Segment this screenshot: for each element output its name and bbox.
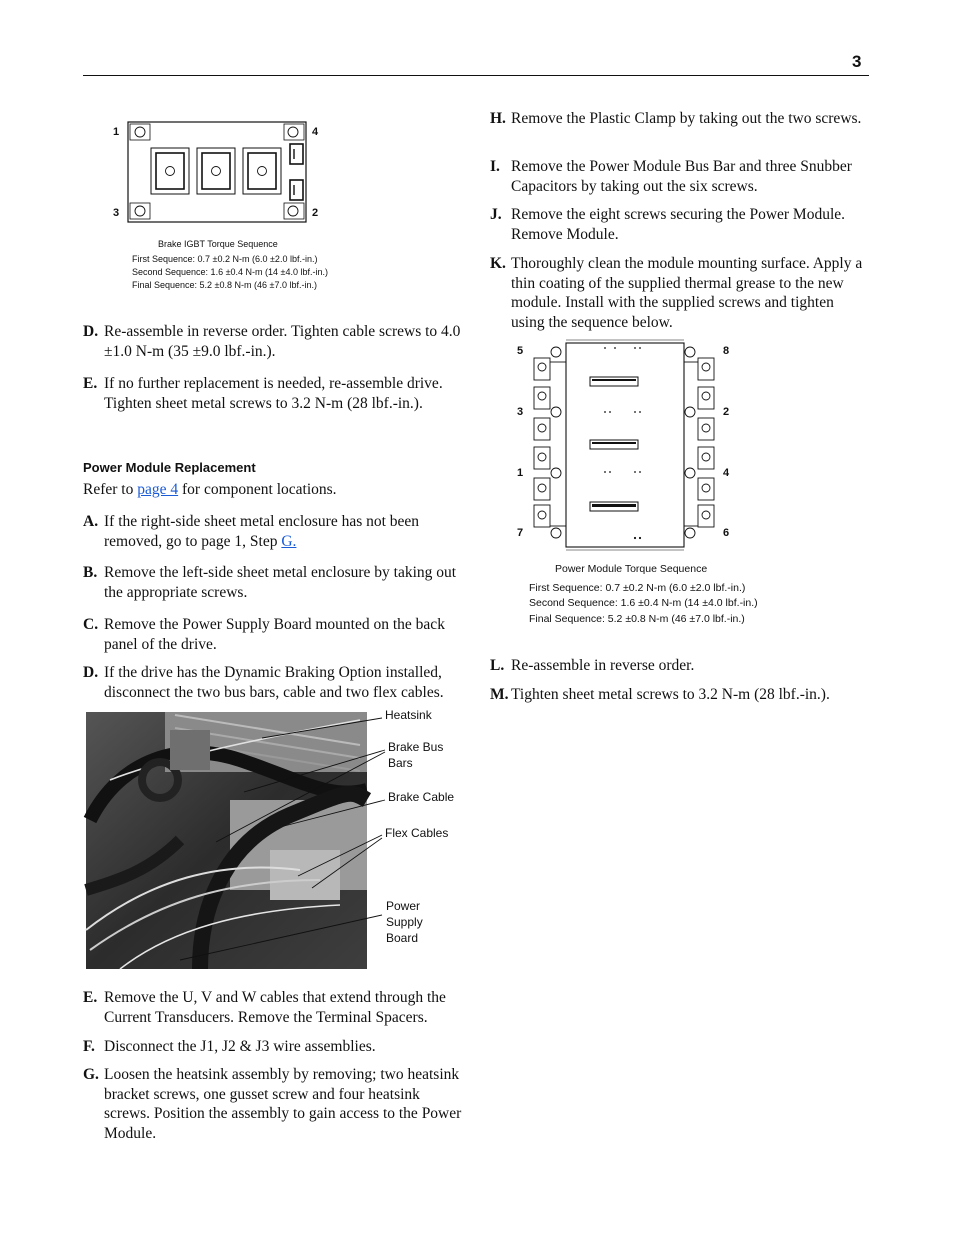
igbt-caption-line-3: Final Sequence: 5.2 ±0.8 N-m (46 ±7.0 lbf.-in.)	[132, 280, 317, 290]
step-letter: F.	[83, 1038, 95, 1055]
page-4-link[interactable]: page 4	[137, 481, 179, 498]
igbt-caption-title: Brake IGBT Torque Sequence	[158, 239, 278, 249]
step-text: If no further replacement is needed, re-assemble drive. Tighten sheet metal screws to 3.2 N-m (28 lbf.-in.).	[104, 375, 443, 412]
igbt-caption-line-2: Second Sequence: 1.6 ±0.4 N-m (14 ±4.0 lbf.-in.)	[132, 267, 328, 277]
step-letter: H.	[490, 110, 506, 127]
step-letter: D.	[83, 323, 99, 340]
step-letter: A.	[83, 513, 99, 530]
module-number-6: 6	[723, 527, 730, 539]
module-caption-title: Power Module Torque Sequence	[555, 563, 708, 575]
module-number-1: 1	[517, 467, 524, 479]
step-text: Remove the Plastic Clamp by taking out the two screws.	[511, 110, 862, 127]
section-heading: Power Module Replacement	[83, 460, 256, 475]
module-caption-line-1: First Sequence: 0.7 ±0.2 N-m (6.0 ±2.0 lbf.-in.)	[529, 582, 746, 594]
module-number-7: 7	[517, 527, 524, 539]
step-letter: C.	[83, 616, 99, 633]
callout-brake-bus-bars: Brake Bus Bars	[388, 740, 444, 770]
step-a-text: If the right-side sheet metal enclosure has not been removed, go to page 1, Step	[104, 513, 420, 550]
step-letter: K.	[490, 255, 506, 272]
step-text: Tighten sheet metal screws to 3.2 N-m (28 lbf.-in.).	[511, 686, 830, 703]
step-letter: D.	[83, 664, 99, 681]
step-letter: E.	[83, 989, 98, 1006]
step-text: Thoroughly clean the module mounting surface. Apply a thin coating of the supplied thermal grease to the new module. Install with the supplied screws and tighten using the sequence below.	[511, 255, 863, 331]
step-letter: I.	[490, 158, 500, 175]
step-text: Remove the Power Supply Board mounted on the back panel of the drive.	[104, 616, 445, 653]
step-letter: M.	[490, 686, 509, 703]
step-text: Re-assemble in reverse order.	[511, 657, 695, 674]
step-letter: L.	[490, 657, 505, 674]
igbt-number-2: 2	[312, 207, 319, 219]
module-caption-line-2: Second Sequence: 1.6 ±0.4 N-m (14 ±4.0 lbf.-in.)	[529, 597, 758, 609]
igbt-number-1: 1	[113, 126, 120, 138]
page-number: 3	[852, 52, 862, 71]
step-letter: B.	[83, 564, 98, 581]
igbt-caption-line-1: First Sequence: 0.7 ±0.2 N-m (6.0 ±2.0 lbf.-in.)	[132, 254, 318, 264]
step-letter: E.	[83, 375, 98, 392]
step-letter: J.	[490, 206, 502, 223]
step-text: Remove the left-side sheet metal enclosure by taking out the appropriate screws.	[104, 564, 457, 601]
module-number-2: 2	[723, 406, 730, 418]
igbt-number-3: 3	[113, 207, 120, 219]
callout-power-supply-board: Power Supply Board	[386, 899, 423, 945]
step-text: Remove the U, V and W cables that extend through the Current Transducers. Remove the Terminal Spacers.	[104, 989, 446, 1026]
step-text: Remove the eight screws securing the Power Module. Remove Module.	[511, 206, 846, 243]
step-text: Loosen the heatsink assembly by removing; two heatsink bracket screws, one gusset screw and four heatsink screws. Position the assembly to gain access to the Power Module.	[104, 1066, 462, 1142]
module-number-5: 5	[517, 345, 524, 357]
module-number-3: 3	[517, 406, 524, 418]
step-text: Re-assemble in reverse order. Tighten cable screws to 4.0 ±1.0 N-m (35 ±9.0 lbf.-in.).	[104, 323, 461, 360]
module-number-8: 8	[723, 345, 730, 357]
step-text: Remove the Power Module Bus Bar and three Snubber Capacitors by taking out the six screws.	[511, 158, 852, 195]
intro-text: Refer to	[83, 481, 138, 498]
step-letter: G.	[83, 1066, 99, 1083]
igbt-number-4: 4	[312, 126, 319, 138]
callout-flex-cables: Flex Cables	[385, 826, 449, 840]
intro-text-after: for component locations.	[178, 481, 337, 498]
module-number-4: 4	[723, 467, 730, 479]
module-caption-line-3: Final Sequence: 5.2 ±0.8 N-m (46 ±7.0 lbf.-in.)	[529, 613, 745, 625]
callout-brake-cable: Brake Cable	[388, 790, 455, 804]
step-text: Disconnect the J1, J2 & J3 wire assemblies.	[104, 1038, 376, 1055]
step-text: If the drive has the Dynamic Braking Option installed, disconnect the two bus bars, cable and two flex cables.	[104, 664, 444, 701]
step-g-link[interactable]: G.	[281, 532, 297, 550]
callout-heatsink: Heatsink	[385, 708, 432, 722]
